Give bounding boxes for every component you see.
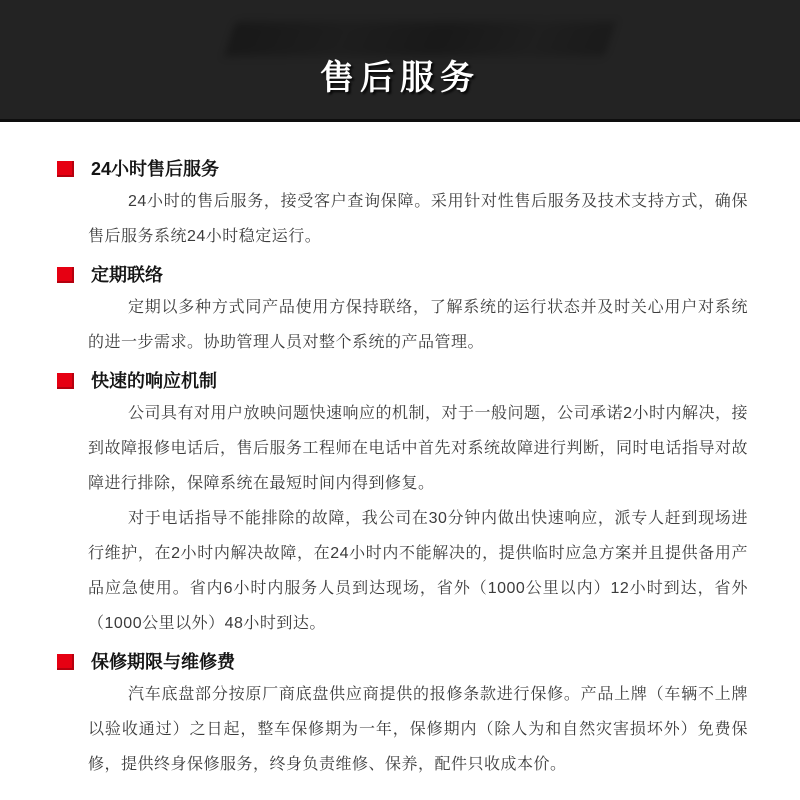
section-heading	[57, 369, 748, 393]
section-paragraph: 定期以多种方式同产品使用方保持联络，了解系统的运行状态并及时关心用户对系统的进一步需求。协助管理人员对整个系统的产品管理。	[88, 299, 748, 351]
section-paragraph: 对于电话指导不能排除的故障，我公司在30分钟内做出快速响应，派专人赶到现场进行维护，在2小时内解决故障，在24小时内不能解决的，提供临时应急方案并且提供备用产品应急使用。省内6小时内服务人员到达现场，省外（1000公里以内）12小时到达，省外（1000公里以外）48小时到达。	[88, 510, 748, 632]
red-square-bullet-icon	[57, 161, 74, 177]
red-square-bullet-icon	[57, 373, 74, 389]
section-heading	[57, 263, 748, 287]
section-regular-contact	[88, 263, 748, 360]
section-heading	[57, 650, 748, 674]
section-paragraph: 公司具有对用户放映问题快速响应的机制，对于一般问题，公司承诺2小时内解决，接到故障报修电话后，售后服务工程师在电话中首先对系统故障进行判断，同时电话指导对故障进行排除，保障系统在最短时间内得到修复。	[88, 405, 749, 492]
section-paragraph: 汽车底盘部分按原厂商底盘供应商提供的报修条款进行保修。产品上牌（车辆不上牌以验收通过）之日起，整车保修期为一年，保修期内（除人为和自然灾害损坏外）免费保修，提供终身保修服务，终身负责维修、保养，配件只收成本价。	[88, 686, 748, 773]
header-band	[0, 0, 800, 122]
section-heading-label: 定期联络	[91, 265, 163, 285]
section-heading-label: 保修期限与维修费	[91, 652, 235, 672]
red-square-bullet-icon	[57, 267, 74, 283]
section-paragraph: 24小时的售后服务，接受客户查询保障。采用针对性售后服务及技术支持方式，确保售后服务系统24小时稳定运行。	[88, 193, 748, 245]
section-rapid-response	[88, 369, 748, 641]
section-24h-service	[88, 157, 748, 254]
section-warranty	[88, 650, 748, 782]
section-heading-label: 快速的响应机制	[91, 371, 217, 391]
page-title: 售后服务	[320, 59, 480, 97]
section-heading	[57, 157, 748, 181]
section-heading-label: 24小时售后服务	[91, 159, 220, 179]
service-content	[0, 122, 800, 800]
red-square-bullet-icon	[57, 654, 74, 670]
